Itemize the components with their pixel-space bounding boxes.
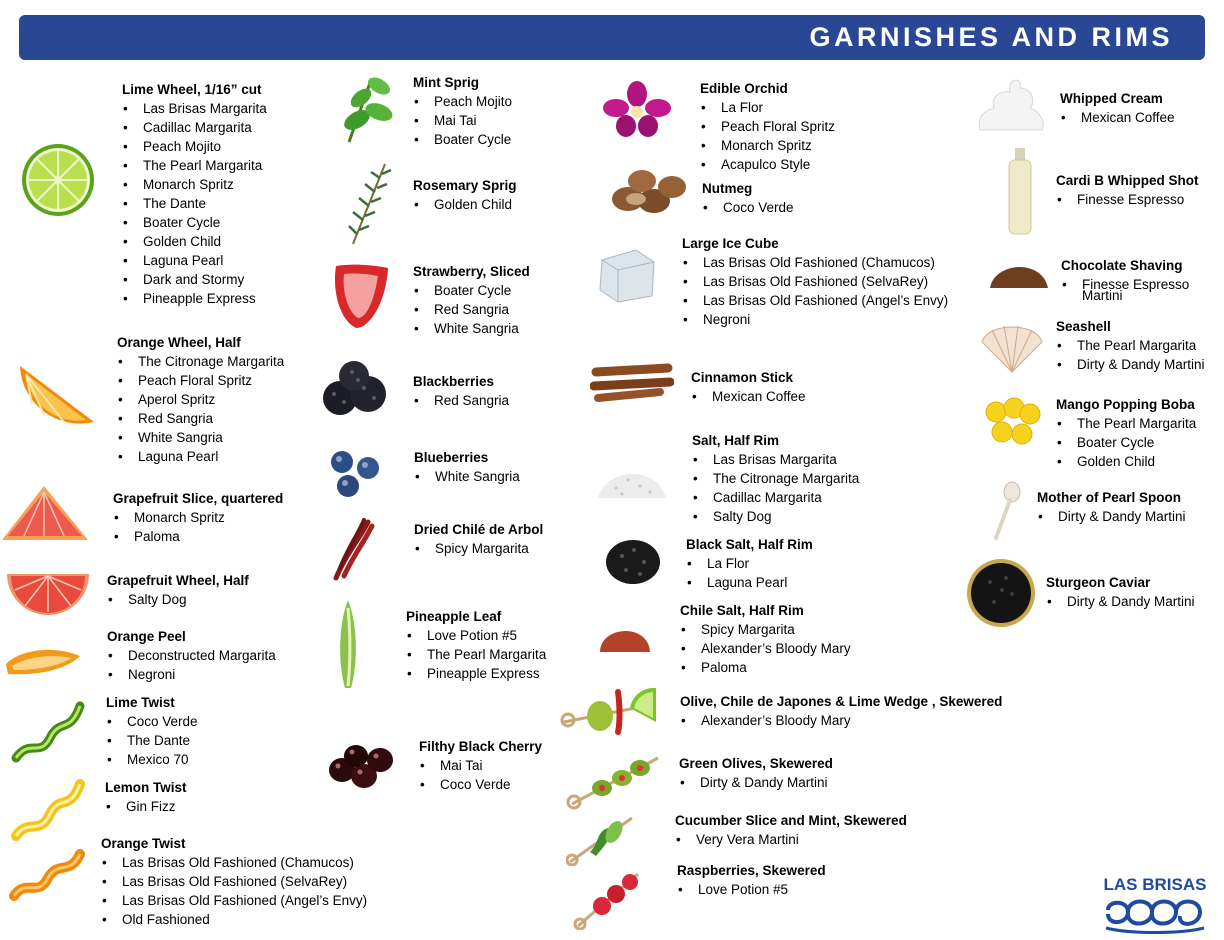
item-title: Orange Peel xyxy=(107,629,186,644)
chocolate-shaving-image xyxy=(988,254,1050,290)
use-item: • La Flor xyxy=(700,98,835,117)
use-item: • Laguna Pearl xyxy=(122,251,267,270)
use-item: • Golden Child xyxy=(1056,452,1196,471)
use-item: • Mai Tai xyxy=(413,111,512,130)
item-green-olives xyxy=(679,754,833,792)
item-title: Cinnamon Stick xyxy=(691,370,794,385)
use-item: • Love Potion #5 xyxy=(677,880,826,899)
item-orchid xyxy=(700,79,835,174)
use-item: • Peach Floral Spritz xyxy=(700,117,835,136)
item-salt-rim xyxy=(692,431,859,526)
use-item: • Las Brisas Margarita xyxy=(122,99,267,118)
nutmeg-image xyxy=(606,165,690,217)
item-black-cherry xyxy=(419,737,542,794)
use-item: • Golden Child xyxy=(122,232,267,251)
item-grapefruit-slice xyxy=(113,489,283,546)
use-item: • Peach Mojito xyxy=(122,137,267,156)
item-black-salt xyxy=(686,535,813,592)
item-title: Orange Twist xyxy=(101,836,186,851)
item-seashell xyxy=(1056,317,1205,374)
use-item: • Las Brisas Old Fashioned (Chamucos) xyxy=(682,253,948,272)
use-item: • Peach Floral Spritz xyxy=(117,371,284,390)
item-title: Green Olives, Skewered xyxy=(679,756,833,771)
use-item: • Very Vera Martini xyxy=(675,830,907,849)
item-title: Lime Wheel, 1/16” cut xyxy=(122,82,262,97)
item-title: Mother of Pearl Spoon xyxy=(1037,490,1182,505)
item-cardi-b xyxy=(1056,171,1199,209)
use-item: • La Flor xyxy=(686,554,813,573)
item-title: Grapefruit Slice, quartered xyxy=(113,491,284,506)
use-item: • Las Brisas Old Fashioned (Angel’s Envy) xyxy=(101,891,367,910)
item-mango-boba xyxy=(1056,395,1196,471)
pearl-spoon-image xyxy=(990,480,1022,542)
item-title: Orange Wheel, Half xyxy=(117,335,241,350)
cardi-b-bottle-image xyxy=(1006,146,1034,236)
use-item: • Alexander’s Bloody Mary xyxy=(680,639,851,658)
item-caviar xyxy=(1046,573,1195,611)
use-item: • Dirty & Dandy Martini xyxy=(1046,592,1195,611)
blueberries-image xyxy=(328,448,382,500)
use-item: • White Sangria xyxy=(414,467,520,486)
black-cherry-image xyxy=(326,740,396,790)
use-item: • The Dante xyxy=(122,194,267,213)
item-chocolate-shaving xyxy=(1061,256,1192,301)
item-rosemary-sprig xyxy=(413,176,517,214)
use-item: • Boater Cycle xyxy=(122,213,267,232)
item-title: Lemon Twist xyxy=(105,780,187,795)
item-title: Black Salt, Half Rim xyxy=(686,537,813,552)
use-item: • Monarch Spritz xyxy=(700,136,835,155)
item-lime-wheel xyxy=(122,80,267,308)
use-item: • Negroni xyxy=(107,665,276,684)
use-item: • Love Potion #5 xyxy=(406,626,546,645)
mango-boba-image xyxy=(982,396,1044,450)
use-item: • Mai Tai xyxy=(419,756,542,775)
item-orange-wheel xyxy=(117,333,284,466)
whipped-cream-image xyxy=(976,74,1046,134)
item-title: Blackberries xyxy=(413,374,495,389)
grapefruit-slice-image xyxy=(0,482,90,546)
use-item: • The Citronage Margarita xyxy=(117,352,284,371)
lemon-twist-image xyxy=(10,778,86,842)
use-item: • Alexander’s Bloody Mary xyxy=(680,711,1002,730)
lime-wheel-image xyxy=(20,143,96,217)
item-raspberries xyxy=(677,861,826,899)
use-item: • Mexico 70 xyxy=(106,750,198,769)
blackberries-image xyxy=(318,358,392,420)
page-title: GARNISHES AND RIMS xyxy=(809,22,1173,52)
item-title: Mint Sprig xyxy=(413,75,479,90)
use-item: • Laguna Pearl xyxy=(117,447,284,466)
item-olive-chile-lime xyxy=(680,692,1002,730)
orange-twist-image xyxy=(8,848,86,904)
use-item: • The Pearl Margarita xyxy=(406,645,546,664)
item-title: Nutmeg xyxy=(702,181,753,196)
use-item: • The Pearl Margarita xyxy=(1056,336,1205,355)
item-title: Salt, Half Rim xyxy=(692,433,780,448)
use-item: • Red Sangria xyxy=(413,391,509,410)
strawberry-image xyxy=(330,262,392,330)
item-pineapple-leaf xyxy=(406,607,546,683)
item-title: Sturgeon Caviar xyxy=(1046,575,1151,590)
use-item: • Las Brisas Margarita xyxy=(692,450,859,469)
use-item: • Cadillac Margarita xyxy=(122,118,267,137)
item-title: Edible Orchid xyxy=(700,81,788,96)
olive-chile-lime-skewer-image xyxy=(560,684,662,736)
use-item: • White Sangria xyxy=(117,428,284,447)
use-item: • Spicy Margarita xyxy=(414,539,543,558)
use-item: • Dark and Stormy xyxy=(122,270,267,289)
use-item: • Laguna Pearl xyxy=(686,573,813,592)
item-title: Strawberry, Sliced xyxy=(413,264,530,279)
cucumber-mint-skewer-image xyxy=(566,812,636,866)
mint-sprig-image xyxy=(335,70,399,146)
use-item: • Spicy Margarita xyxy=(680,620,851,639)
item-title: Raspberries, Skewered xyxy=(677,863,826,878)
use-item: • Las Brisas Old Fashioned (SelvaRey) xyxy=(682,272,948,291)
use-item: • Coco Verde xyxy=(702,198,794,217)
use-item: • Coco Verde xyxy=(419,775,542,794)
item-dried-chile xyxy=(414,520,543,558)
use-item: • Paloma xyxy=(680,658,851,677)
use-item: • Paloma xyxy=(113,527,283,546)
use-item: • The Citronage Margarita xyxy=(692,469,859,488)
item-cinnamon xyxy=(691,368,806,406)
rosemary-sprig-image xyxy=(345,160,393,246)
orange-wheel-image xyxy=(14,360,98,430)
header-banner xyxy=(19,15,1205,60)
svg-text:LAS BRISAS: LAS BRISAS xyxy=(1103,875,1207,894)
raspberries-skewer-image xyxy=(572,870,642,930)
item-lime-twist xyxy=(106,693,198,769)
use-item: • Finesse Espresso Martini xyxy=(1061,275,1192,301)
use-item: • Boater Cycle xyxy=(413,281,530,300)
item-title: Chocolate Shaving xyxy=(1061,258,1183,273)
item-nutmeg xyxy=(702,179,794,217)
item-title: Dried Chilé de Arbol xyxy=(414,522,544,537)
use-item: • Old Fashioned xyxy=(101,910,367,929)
item-title: Mango Popping Boba xyxy=(1056,397,1195,412)
use-item: • Deconstructed Margarita xyxy=(107,646,276,665)
use-item: • Red Sangria xyxy=(117,409,284,428)
use-item: • Gin Fizz xyxy=(105,797,187,816)
use-item: • Aperol Spritz xyxy=(117,390,284,409)
lime-twist-image xyxy=(10,698,86,766)
item-title: Seashell xyxy=(1056,319,1111,334)
use-item: • Acapulco Style xyxy=(700,155,835,174)
use-item: • Coco Verde xyxy=(106,712,198,731)
use-item: • Pineapple Express xyxy=(406,664,546,683)
use-item: • Salty Dog xyxy=(692,507,859,526)
pineapple-leaf-image xyxy=(335,598,361,690)
item-lemon-twist xyxy=(105,778,187,816)
item-title: Large Ice Cube xyxy=(682,236,779,251)
use-item: • The Pearl Margarita xyxy=(1056,414,1196,433)
use-item: • Las Brisas Old Fashioned (Angel’s Envy) xyxy=(682,291,948,310)
use-item: • Dirty & Dandy Martini xyxy=(679,773,833,792)
item-grapefruit-wheel xyxy=(107,571,249,609)
chile-salt-image xyxy=(596,618,652,658)
item-blackberries xyxy=(413,372,509,410)
item-title: Lime Twist xyxy=(106,695,175,710)
item-title: Whipped Cream xyxy=(1060,91,1163,106)
item-title: Filthy Black Cherry xyxy=(419,739,543,754)
orange-peel-image xyxy=(2,642,82,678)
use-item: • The Pearl Margarita xyxy=(122,156,267,175)
use-item: • Salty Dog xyxy=(107,590,249,609)
item-orange-peel xyxy=(107,627,276,684)
green-olives-skewer-image xyxy=(566,754,662,810)
ice-cube-image xyxy=(596,244,658,304)
use-item: • Monarch Spritz xyxy=(113,508,283,527)
item-ice-cube xyxy=(682,234,948,329)
item-cucumber-mint xyxy=(675,811,907,849)
use-item: • Dirty & Dandy Martini xyxy=(1037,507,1186,526)
use-item: • Las Brisas Old Fashioned (Chamucos) xyxy=(101,853,367,872)
use-item: • Negroni xyxy=(682,310,948,329)
use-item: • Peach Mojito xyxy=(413,92,512,111)
use-item: • White Sangria xyxy=(413,319,530,338)
orchid-image xyxy=(602,80,672,140)
use-item: • Golden Child xyxy=(413,195,517,214)
seashell-image xyxy=(978,316,1046,376)
caviar-tin-image xyxy=(966,558,1036,628)
item-whipped-cream xyxy=(1060,89,1175,127)
item-title: Cardi B Whipped Shot xyxy=(1056,173,1199,188)
use-item: • Boater Cycle xyxy=(1056,433,1196,452)
grapefruit-wheel-image xyxy=(5,572,91,616)
item-mint-sprig xyxy=(413,73,512,149)
item-title: Cucumber Slice and Mint, Skewered xyxy=(675,813,907,828)
use-item: • Boater Cycle xyxy=(413,130,512,149)
use-item: • Mexican Coffee xyxy=(1060,108,1175,127)
use-item: • Dirty & Dandy Martini xyxy=(1056,355,1205,374)
salt-image xyxy=(596,458,668,500)
use-item: • Finesse Espresso xyxy=(1056,190,1199,209)
cinnamon-stick-image xyxy=(590,362,674,404)
use-item: • Cadillac Margarita xyxy=(692,488,859,507)
item-pearl-spoon xyxy=(1037,488,1186,526)
item-title: Grapefruit Wheel, Half xyxy=(107,573,249,588)
use-item: • Pineapple Express xyxy=(122,289,267,308)
item-orange-twist xyxy=(101,834,367,929)
use-item: • Mexican Coffee xyxy=(691,387,806,406)
item-title: Pineapple Leaf xyxy=(406,609,502,624)
item-title: Olive, Chile de Japones & Lime Wedge , Skewered xyxy=(680,694,1003,709)
black-salt-image xyxy=(604,536,662,586)
use-item: • Monarch Spritz xyxy=(122,175,267,194)
use-item: • Red Sangria xyxy=(413,300,530,319)
item-title: Chile Salt, Half Rim xyxy=(680,603,804,618)
item-strawberry xyxy=(413,262,530,338)
item-chile-salt xyxy=(680,601,851,677)
item-title: Rosemary Sprig xyxy=(413,178,517,193)
las-brisas-logo xyxy=(1100,872,1210,936)
use-item: • Las Brisas Old Fashioned (SelvaRey) xyxy=(101,872,367,891)
use-item: • The Dante xyxy=(106,731,198,750)
item-title: Blueberries xyxy=(414,450,489,465)
item-blueberries xyxy=(414,448,520,486)
dried-chile-image xyxy=(330,518,376,582)
